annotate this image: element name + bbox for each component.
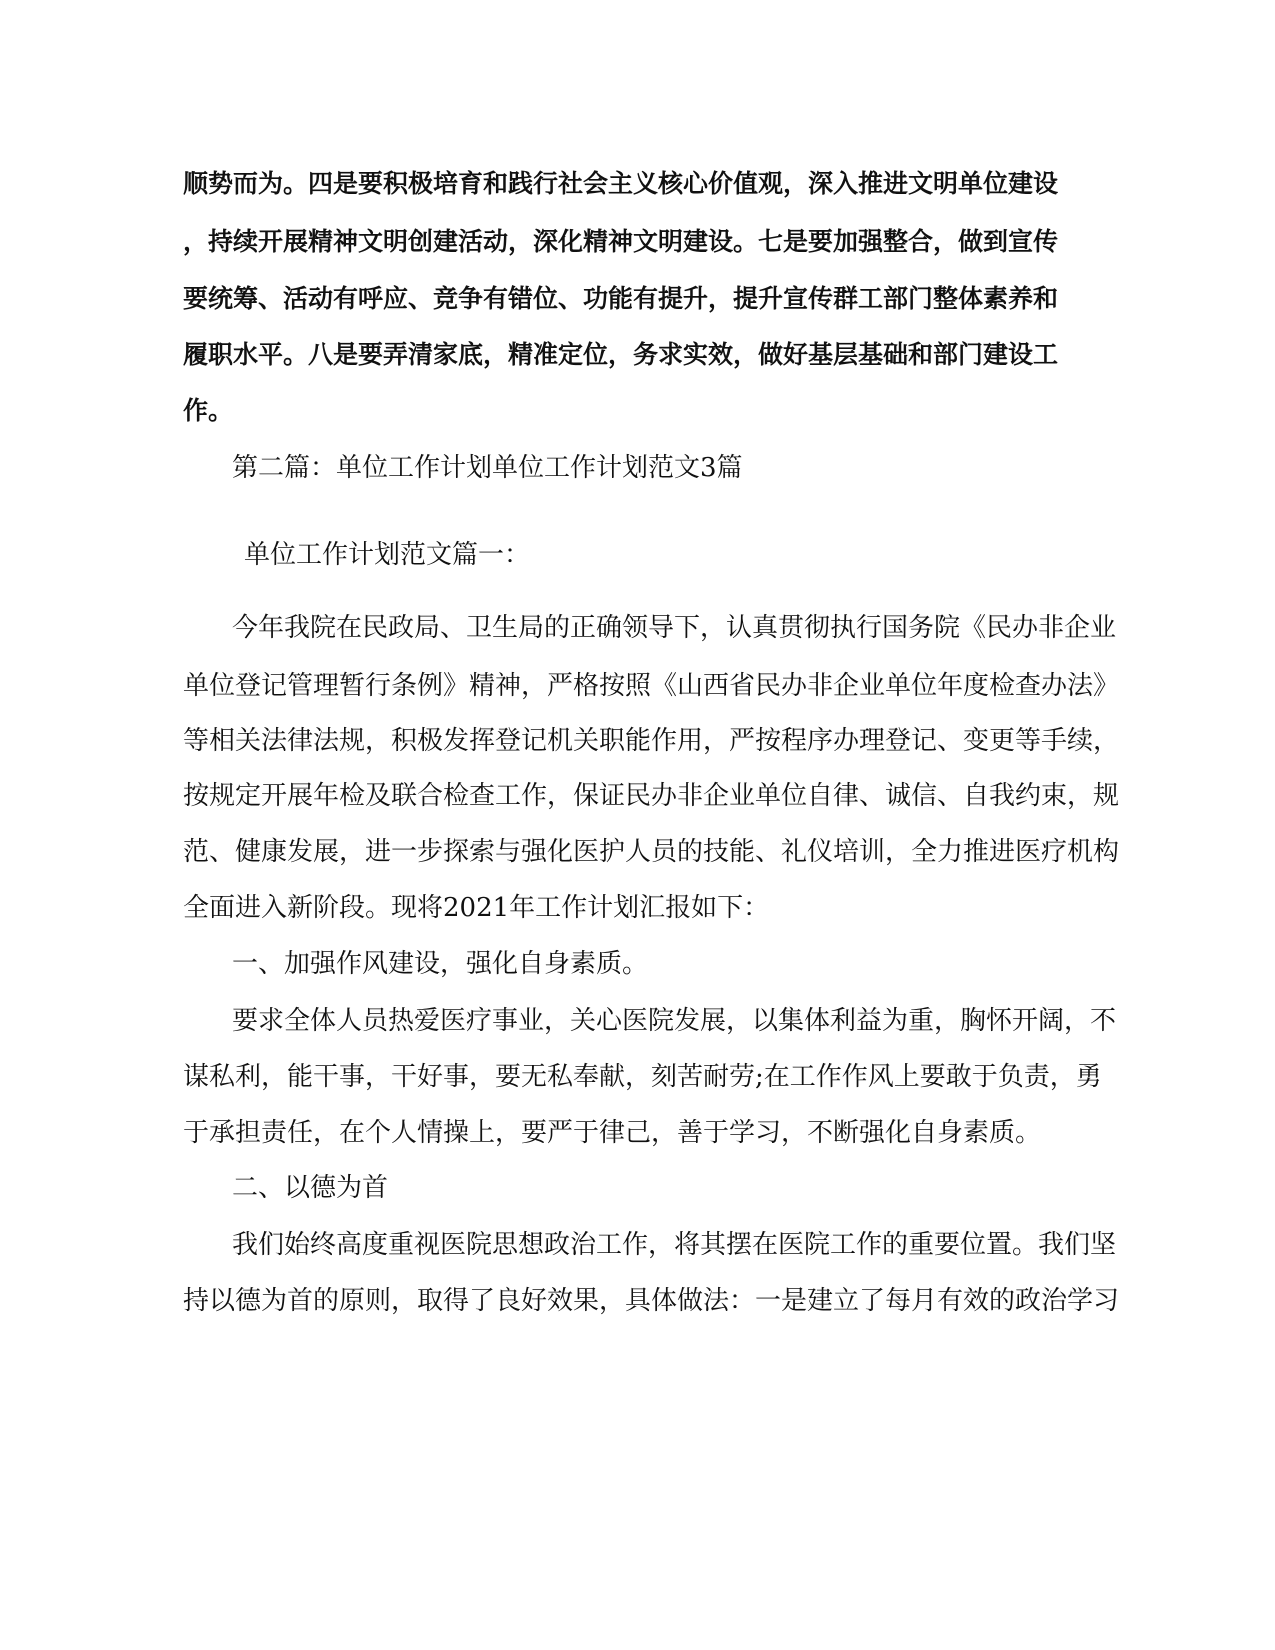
paragraph-line: 全面进入新阶段。现将2021年工作计划汇报如下： <box>183 893 770 923</box>
bold-text-line: 顺势而为。四是要积极培育和践行社会主义核心价值观，深入推进文明单位建设 <box>183 169 1059 198</box>
bold-text-line: 要统筹、活动有呼应、竞争有错位、功能有提升，提升宣传群工部门整体素养和 <box>183 284 1059 313</box>
paragraph-line: 持以德为首的原则，取得了良好效果，具体做法：一是建立了每月有效的政治学习 <box>183 1286 1120 1316</box>
paragraph-line: 要求全体人员热爱医疗事业，关心医院发展，以集体利益为重，胸怀开阔，不 <box>232 1006 1117 1036</box>
paragraph-line: 范、健康发展，进一步探索与强化医护人员的技能、礼仪培训，全力推进医疗机构 <box>183 837 1120 867</box>
paragraph-line: 按规定开展年检及联合检查工作，保证民办非企业单位自律、诚信、自我约束，规 <box>183 781 1120 811</box>
bold-text-line: 作。 <box>183 396 234 425</box>
heading-1: 一、加强作风建设，强化自身素质。 <box>232 949 649 979</box>
section-title: 第二篇：单位工作计划单位工作计划范文3篇 <box>232 453 743 483</box>
bold-text-line: 履职水平。八是要弄清家底，精准定位，务求实效，做好基层基础和部门建设工 <box>183 340 1059 369</box>
paragraph-line: 今年我院在民政局、卫生局的正确领导下，认真贯彻执行国务院《民办非企业 <box>232 613 1117 643</box>
bold-text-line: ，持续开展精神文明创建活动，深化精神文明建设。七是要加强整合，做到宣传 <box>183 227 1059 256</box>
paragraph-line: 单位登记管理暂行条例》精神，严格按照《山西省民办非企业单位年度检查办法》 <box>183 671 1120 701</box>
heading-2: 二、以德为首 <box>232 1173 389 1203</box>
paragraph-line: 于承担责任，在个人情操上，要严于律己，善于学习，不断强化自身素质。 <box>183 1118 1042 1148</box>
subtitle: 单位工作计划范文篇一： <box>244 540 531 570</box>
paragraph-line: 谋私利，能干事，干好事，要无私奉献，刻苦耐劳;在工作作风上要敢于负责，勇 <box>183 1062 1102 1092</box>
paragraph-line: 等相关法律法规，积极发挥登记机关职能作用，严按程序办理登记、变更等手续， <box>183 726 1120 756</box>
paragraph-line: 我们始终高度重视医院思想政治工作，将其摆在医院工作的重要位置。我们坚 <box>232 1230 1117 1260</box>
